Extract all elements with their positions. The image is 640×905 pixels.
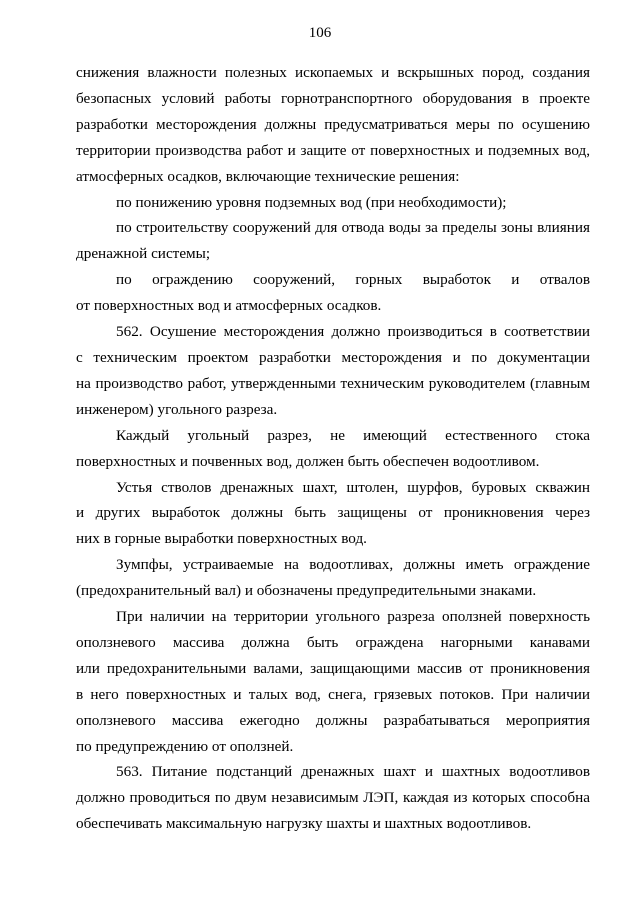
text-line: (предохранительный вал) и обозначены предупредительными знаками. — [76, 582, 537, 600]
text-line: 562. Осушение месторождения должно производиться в соответствии — [116, 323, 590, 341]
text-line: должно проводиться по двум независимым ЛЭП, каждая из которых способна — [76, 789, 590, 807]
text-line: от поверхностных вод и атмосферных осадков. — [76, 297, 382, 315]
text-line: безопасных условий работы горнотранспортного оборудования в проекте — [76, 89, 590, 107]
text-line: территории производства работ и защите от поверхностных и подземных вод, — [76, 141, 590, 159]
text-line: разработки месторождения должны предусматриваться меры по осушению — [76, 115, 590, 133]
paragraph-sumps — [76, 552, 590, 604]
text-line: или предохранительными валами, защищающими массив от проникновения — [76, 659, 590, 677]
paragraph-563 — [76, 759, 590, 837]
text-line: обеспечивать максимальную нагрузку шахты и шахтных водоотливов. — [76, 815, 532, 833]
text-line: с техническим проектом разработки месторождения и по документации — [76, 348, 590, 366]
text-line: в него поверхностных и талых вод, снега, грязевых потоков. При наличии — [76, 685, 590, 703]
text-line: снижения влажности полезных ископаемых и вскрышных пород, создания — [76, 64, 590, 81]
text-line: по ограждению сооружений, горных выработок и отвалов — [116, 271, 590, 289]
paragraph-drainage-structures — [76, 215, 590, 267]
text-line: атмосферных осадков, включающие технические решения: — [76, 167, 460, 185]
text-line: Зумпфы, устраиваемые на водоотливах, должны иметь ограждение — [116, 556, 590, 574]
page-number: 106 — [308, 25, 332, 41]
text-line: При наличии на территории угольного разреза оползней поверхность — [116, 608, 590, 626]
paragraph-drainage-required — [76, 423, 590, 475]
text-line: по предупреждению от оползней. — [76, 737, 294, 755]
text-line: них в горные выработки поверхностных вод. — [76, 530, 367, 548]
document-body — [76, 60, 590, 837]
text-line: по строительству сооружений для отвода воды за пределы зоны влияния — [116, 219, 590, 237]
text-line: Каждый угольный разрез, не имеющий естественного стока — [116, 426, 590, 444]
text-line: дренажной системы; — [76, 245, 211, 263]
text-line: оползневого массива ежегодно должны разрабатываться мероприятия — [76, 711, 590, 729]
text-line: 563. Питание подстанций дренажных шахт и шахтных водоотливов — [116, 763, 590, 781]
text-line: поверхностных и почвенных вод, должен быть обеспечен водоотливом. — [76, 452, 540, 470]
text-line: оползневого массива должна быть ограждена нагорными канавами — [76, 633, 590, 651]
text-line: по понижению уровня подземных вод (при необходимости); — [116, 193, 507, 211]
paragraph-intro-continuation — [76, 60, 590, 190]
text-line: на производство работ, утвержденными техническим руководителем (главным — [76, 374, 590, 392]
text-line: Устья стволов дренажных шахт, штолен, шурфов, буровых скважин — [116, 478, 590, 496]
paragraph-562 — [76, 319, 590, 423]
paragraph-shaft-mouths — [76, 475, 590, 553]
paragraph-fencing — [76, 267, 590, 319]
text-line: инженером) угольного разреза. — [76, 400, 278, 418]
paragraph-groundwater — [76, 190, 590, 216]
text-line: и других выработок должны быть защищены от проникновения через — [76, 504, 590, 522]
paragraph-landslides — [76, 604, 590, 759]
